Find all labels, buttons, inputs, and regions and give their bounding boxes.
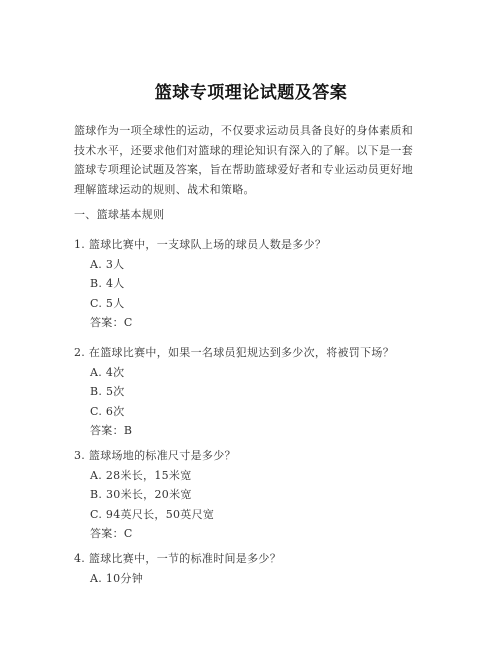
question-option: B. 4人	[90, 277, 125, 291]
question-stem: 3. 篮球场地的标准尺寸是多少？	[74, 449, 236, 462]
question-option: A. 10分钟	[90, 571, 144, 585]
question-stem: 4. 篮球比赛中，一节的标准时间是多少？	[74, 552, 281, 565]
question-4	[74, 549, 281, 588]
intro-line: 技术水平，还要求他们对篮球的理论知识有深入的了解。以下是一套	[74, 143, 413, 157]
intro-line: 理解篮球运动的规则、战术和策略。	[74, 182, 255, 196]
question-option: A. 3人	[90, 257, 125, 271]
question-answer: 答案：C	[90, 316, 133, 330]
question-answer: 答案：B	[90, 424, 133, 438]
question-1	[74, 235, 326, 333]
question-option: C. 5人	[90, 296, 125, 310]
question-3	[74, 446, 236, 544]
question-option: B. 5次	[90, 385, 125, 399]
question-answer: 答案：C	[90, 527, 133, 541]
intro-line: 篮球专项理论试题及答案，旨在帮助篮球爱好者和专业运动员更好地	[74, 163, 413, 177]
question-2	[74, 343, 394, 441]
question-stem: 2. 在篮球比赛中，如果一名球员犯规达到多少次，将被罚下场？	[74, 346, 394, 359]
page-title: 篮球专项理论试题及答案	[154, 83, 348, 103]
question-option: B. 30米长，20米宽	[90, 488, 192, 502]
intro-paragraph	[74, 121, 430, 199]
intro-line: 篮球作为一项全球性的运动，不仅要求运动员具备良好的身体素质和	[74, 124, 413, 137]
question-option: A. 28米长，15米宽	[90, 468, 192, 482]
question-stem: 1. 篮球比赛中，一支球队上场的球员人数是多少？	[74, 238, 327, 251]
section-heading: 一、篮球基本规则	[74, 208, 165, 221]
question-option: C. 94英尺长，50英尺宽	[90, 507, 215, 521]
question-option: A. 4次	[90, 365, 125, 379]
question-option: C. 6次	[90, 404, 125, 418]
